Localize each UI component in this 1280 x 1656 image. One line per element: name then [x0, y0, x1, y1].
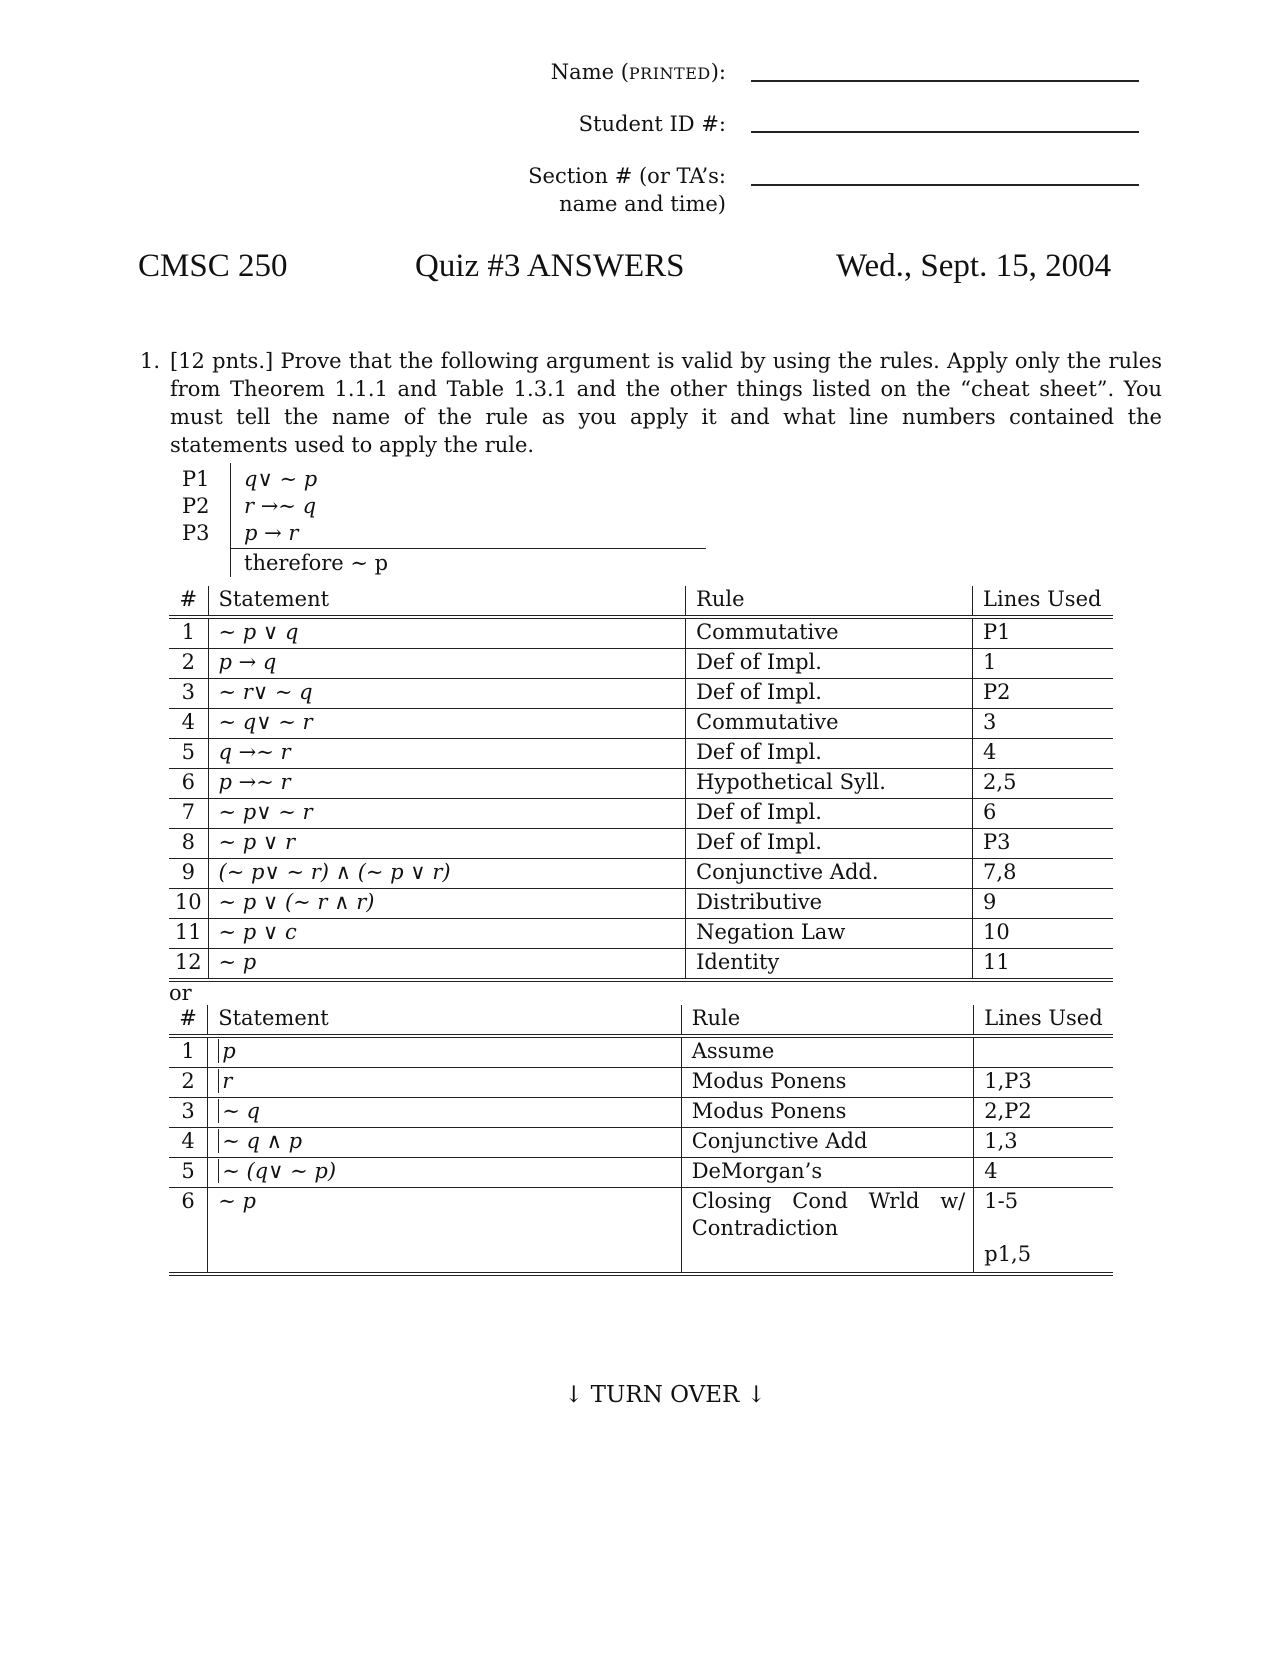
- row-lines-secondary: p1,5: [984, 1242, 1032, 1266]
- section-field[interactable]: [751, 184, 1139, 186]
- row-num: 9: [169, 859, 208, 889]
- row-lines: 1: [973, 649, 1113, 679]
- row-rule: Def of Impl.: [686, 799, 973, 829]
- table-row: [169, 949, 1113, 981]
- header-rule: Rule: [681, 1005, 974, 1036]
- table-row: [169, 739, 1113, 769]
- table-header-row: [169, 586, 1113, 617]
- turn-over-note: ↓ TURN OVER ↓: [564, 1382, 766, 1408]
- header-statement: Statement: [208, 1005, 682, 1036]
- row-num: 3: [169, 1098, 208, 1128]
- row-lines: 4: [973, 739, 1113, 769]
- header-rule: Rule: [686, 586, 973, 617]
- row-num: 1: [169, 617, 208, 649]
- table-row: [169, 1188, 1113, 1274]
- proof-table-1: [169, 586, 1113, 982]
- table-row: [169, 829, 1113, 859]
- table-row: [169, 1128, 1113, 1158]
- row-statement: [208, 1068, 682, 1098]
- subproof-statement: ∼ q: [218, 1099, 260, 1123]
- row-lines: 1,P3: [974, 1068, 1113, 1098]
- subproof-statement: r: [218, 1069, 232, 1093]
- section-label: Section # (or TA’s: name and time): [528, 164, 726, 216]
- table-row: [169, 1036, 1113, 1068]
- course-title: CMSC 250: [138, 248, 288, 284]
- row-num: 4: [169, 709, 208, 739]
- row-num: 6: [169, 769, 208, 799]
- quiz-date: Wed., Sept. 15, 2004: [836, 248, 1112, 284]
- table-row: [169, 919, 1113, 949]
- table-row: [169, 799, 1113, 829]
- row-num: 10: [169, 889, 208, 919]
- table-row: [169, 859, 1113, 889]
- table-row: [169, 769, 1113, 799]
- quiz-title: Quiz #3 ANSWERS: [415, 248, 685, 284]
- student-id-label: Student ID #:: [578, 112, 726, 136]
- table-row: [169, 617, 1113, 649]
- row-rule: Modus Ponens: [681, 1098, 974, 1128]
- row-lines: 1,3: [974, 1128, 1113, 1158]
- premise-statement: q∨ ∼ p: [244, 467, 318, 491]
- premise-label: P2: [182, 494, 210, 518]
- row-statement: ∼ p ∨ (∼ r ∧ r): [208, 889, 686, 919]
- row-num: 6: [169, 1188, 208, 1274]
- row-num: 12: [169, 949, 208, 981]
- row-num: 11: [169, 919, 208, 949]
- row-num: 4: [169, 1128, 208, 1158]
- or-label: or: [169, 981, 192, 1005]
- row-lines: P1: [973, 617, 1113, 649]
- table-row: [169, 889, 1113, 919]
- premise-label: P1: [182, 467, 210, 491]
- row-lines: 11: [973, 949, 1113, 981]
- table-row: [169, 679, 1113, 709]
- row-lines: 2,P2: [974, 1098, 1113, 1128]
- row-lines: 7,8: [973, 859, 1113, 889]
- premise-statement: p → r: [244, 521, 299, 545]
- row-statement: ∼ q∨ ∼ r: [208, 709, 686, 739]
- row-num: 2: [169, 649, 208, 679]
- row-rule: Def of Impl.: [686, 649, 973, 679]
- premise-divider-vertical: [230, 463, 231, 577]
- premise-statement: r →∼ q: [244, 494, 317, 518]
- row-rule: Distributive: [686, 889, 973, 919]
- row-lines: 3: [973, 709, 1113, 739]
- student-id-field[interactable]: [751, 131, 1139, 133]
- row-rule: Def of Impl.: [686, 679, 973, 709]
- row-rule: Conjunctive Add.: [686, 859, 973, 889]
- row-num: 5: [169, 739, 208, 769]
- row-rule: DeMorgan’s: [681, 1158, 974, 1188]
- row-statement: ∼ p: [208, 1188, 682, 1274]
- table-row: [169, 1068, 1113, 1098]
- problem-statement: [140, 347, 1162, 459]
- row-num: 1: [169, 1036, 208, 1068]
- name-label: Name (PRINTED):: [550, 60, 726, 84]
- row-num: 8: [169, 829, 208, 859]
- row-rule: Identity: [686, 949, 973, 981]
- row-rule: Negation Law: [686, 919, 973, 949]
- table-row: [169, 1158, 1113, 1188]
- row-rule: Closing Cond Wrld w/ Contradiction: [681, 1188, 974, 1274]
- header-lines-used: Lines Used: [973, 586, 1113, 617]
- row-rule: Commutative: [686, 617, 973, 649]
- row-statement: ∼ p ∨ r: [208, 829, 686, 859]
- row-rule: Def of Impl.: [686, 739, 973, 769]
- table-row: [169, 649, 1113, 679]
- row-statement: p → q: [208, 649, 686, 679]
- table-header-row: [169, 1005, 1113, 1036]
- subproof-statement: ∼ q ∧ p: [218, 1129, 302, 1153]
- row-statement: [208, 1098, 682, 1128]
- row-lines: 2,5: [973, 769, 1113, 799]
- row-statement: ∼ p ∨ q: [208, 617, 686, 649]
- row-num: 2: [169, 1068, 208, 1098]
- table-row: [169, 1098, 1113, 1128]
- subproof-statement: ∼ (q∨ ∼ p): [218, 1159, 336, 1183]
- header-num: #: [169, 1005, 208, 1036]
- row-lines: 10: [973, 919, 1113, 949]
- row-rule: Hypothetical Syll.: [686, 769, 973, 799]
- row-statement: (∼ p∨ ∼ r) ∧ (∼ p ∨ r): [208, 859, 686, 889]
- row-statement: p →∼ r: [208, 769, 686, 799]
- problem-number: 1.: [140, 349, 161, 373]
- row-lines: [974, 1188, 1113, 1274]
- name-field[interactable]: [751, 80, 1139, 82]
- row-statement: [208, 1036, 682, 1068]
- row-lines-primary: 1-5: [984, 1189, 1019, 1213]
- premise-label: P3: [182, 521, 210, 545]
- row-num: 3: [169, 679, 208, 709]
- row-lines: P2: [973, 679, 1113, 709]
- row-statement: [208, 1128, 682, 1158]
- row-num: 5: [169, 1158, 208, 1188]
- row-statement: ∼ p ∨ c: [208, 919, 686, 949]
- header-lines-used: Lines Used: [974, 1005, 1113, 1036]
- row-lines: P3: [973, 829, 1113, 859]
- problem-text: [12 pnts.] Prove that the following argument is valid by using the rules. Apply only the rules from Theorem 1.1.1 and Table 1.3.1 and the other things listed on the “cheat sheet”. You must tell the name of the rule as you apply it and what line numbers contained the statements used to apply the rule.: [170, 349, 1162, 457]
- row-statement: ∼ p: [208, 949, 686, 981]
- row-statement: ∼ r∨ ∼ q: [208, 679, 686, 709]
- row-rule: Assume: [681, 1036, 974, 1068]
- row-lines: 6: [973, 799, 1113, 829]
- row-statement: ∼ p∨ ∼ r: [208, 799, 686, 829]
- row-rule: Conjunctive Add: [681, 1128, 974, 1158]
- conclusion-statement: therefore ∼ p: [244, 551, 389, 575]
- row-num: 7: [169, 799, 208, 829]
- subproof-statement: p: [218, 1039, 235, 1063]
- row-rule: Modus Ponens: [681, 1068, 974, 1098]
- row-rule: Commutative: [686, 709, 973, 739]
- row-lines: 4: [974, 1158, 1113, 1188]
- table-row: [169, 709, 1113, 739]
- row-rule: Def of Impl.: [686, 829, 973, 859]
- proof-table-2: [169, 1005, 1113, 1276]
- row-statement: [208, 1158, 682, 1188]
- row-lines: 9: [973, 889, 1113, 919]
- header-statement: Statement: [208, 586, 686, 617]
- row-lines: [974, 1036, 1113, 1068]
- header-num: #: [169, 586, 208, 617]
- row-statement: q →∼ r: [208, 739, 686, 769]
